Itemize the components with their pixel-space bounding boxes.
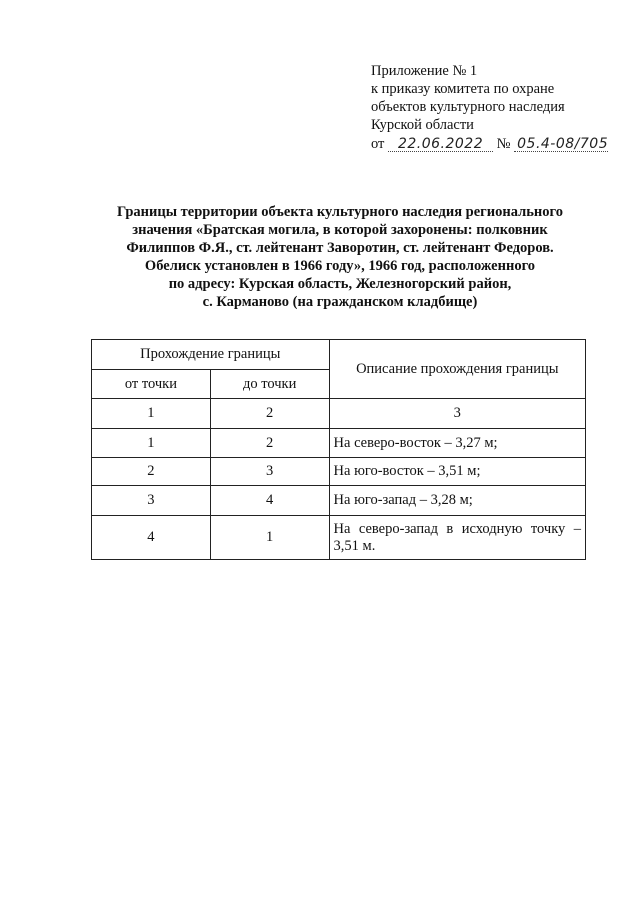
boundary-table: [91, 339, 586, 560]
header-description: Описание прохождения границы: [329, 340, 585, 399]
row-to-point: 2: [210, 429, 329, 458]
row-to-point: 4: [210, 486, 329, 516]
appendix-line-3: объектов культурного наследия: [371, 99, 565, 115]
title-line-6: с. Карманово (на гражданском кладбище): [202, 294, 478, 310]
title-line-2: значения «Братская могила, в которой захоронены: полковник: [132, 222, 548, 238]
order-date-line: [371, 135, 631, 153]
title-line-5: по адресу: Курская область, Железногорский район,: [168, 276, 512, 292]
row-description: На юго-запад – 3,28 м;: [329, 486, 585, 516]
column-number: 1: [92, 399, 211, 429]
header-to-point: до точки: [210, 370, 329, 399]
appendix-line-1: Приложение № 1: [371, 63, 478, 79]
row-description: На северо-запад в исходную точку – 3,51 м.: [329, 516, 585, 560]
row-from-point: 2: [92, 458, 211, 486]
header-boundary-passage: Прохождение границы: [92, 340, 330, 370]
row-to-point: 1: [210, 516, 329, 560]
header-from-point: от точки: [92, 370, 211, 399]
appendix-line-2: к приказу комитета по охране: [371, 81, 555, 97]
table-column-numbers-row: [92, 399, 586, 429]
title-line-4: Обелиск установлен в 1966 году», 1966 год, расположенного: [144, 258, 536, 274]
appendix-line-4: Курской области: [371, 117, 474, 133]
table-header-row: [92, 340, 586, 370]
document-title: [90, 203, 590, 311]
table-row: [92, 429, 586, 458]
row-from-point: 4: [92, 516, 211, 560]
table-row: [92, 486, 586, 516]
row-from-point: 1: [92, 429, 211, 458]
row-description: На северо-восток – 3,27 м;: [329, 429, 585, 458]
title-line-1: Границы территории объекта культурного наследия регионального: [117, 204, 563, 220]
row-description: На юго-восток – 3,51 м;: [329, 458, 585, 486]
table-row: [92, 516, 586, 560]
date-prefix: от: [371, 136, 385, 152]
row-to-point: 3: [210, 458, 329, 486]
appendix-header: [371, 62, 631, 153]
table-row: [92, 458, 586, 486]
title-line-3: Филиппов Ф.Я., ст. лейтенант Заворотин, ст. лейтенант Федоров.: [126, 240, 554, 256]
number-sign: №: [496, 136, 511, 152]
column-number: 3: [329, 399, 585, 429]
handwritten-date: 22.06.2022: [388, 137, 493, 152]
column-number: 2: [210, 399, 329, 429]
row-from-point: 3: [92, 486, 211, 516]
handwritten-order-number: 05.4-08/705: [514, 137, 608, 152]
